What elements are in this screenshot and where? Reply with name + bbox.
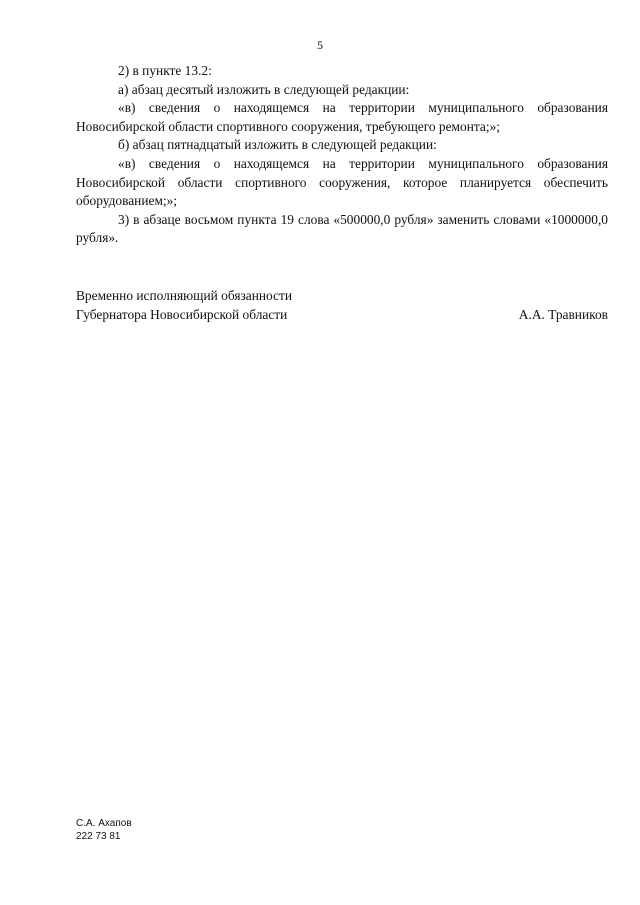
document-body (76, 62, 608, 248)
page-number: 5 (317, 38, 323, 52)
executor-block (76, 818, 132, 843)
executor-phone: 222 73 81 (76, 830, 121, 842)
signatory-position-line1: Временно исполняющий обязанности (76, 288, 293, 303)
paragraph-subitem-b: б) абзац пятнадцатый изложить в следующей редакции: (118, 137, 437, 153)
paragraph-quote-1: «в) сведения о находящемся на территории муниципального образования Новосибирской области спортивного сооружения, требующего ремонта;»; (76, 100, 608, 134)
paragraph-quote-2: «в) сведения о находящемся на территории муниципального образования Новосибирской области спортивного сооружения, которое планируется обеспечить оборудованием;»; (76, 155, 608, 209)
signatory-name: А.А. Травников (518, 306, 608, 322)
paragraph-item-3: 3) в абзаце восьмом пункта 19 слова «500000,0 рубля» заменить словами «1000000,0 рубля». (76, 211, 608, 246)
signature-block (76, 287, 608, 324)
paragraph-item-2: 2) в пункте 13.2: (118, 63, 212, 78)
signature-row-1 (76, 287, 608, 306)
signature-row-2 (76, 306, 608, 325)
paragraph-subitem-a: а) абзац десятый изложить в следующей редакции: (118, 81, 410, 97)
executor-name: С.А. Ахапов (76, 818, 132, 829)
signatory-position-line2: Губернатора Новосибирской области (76, 306, 288, 322)
